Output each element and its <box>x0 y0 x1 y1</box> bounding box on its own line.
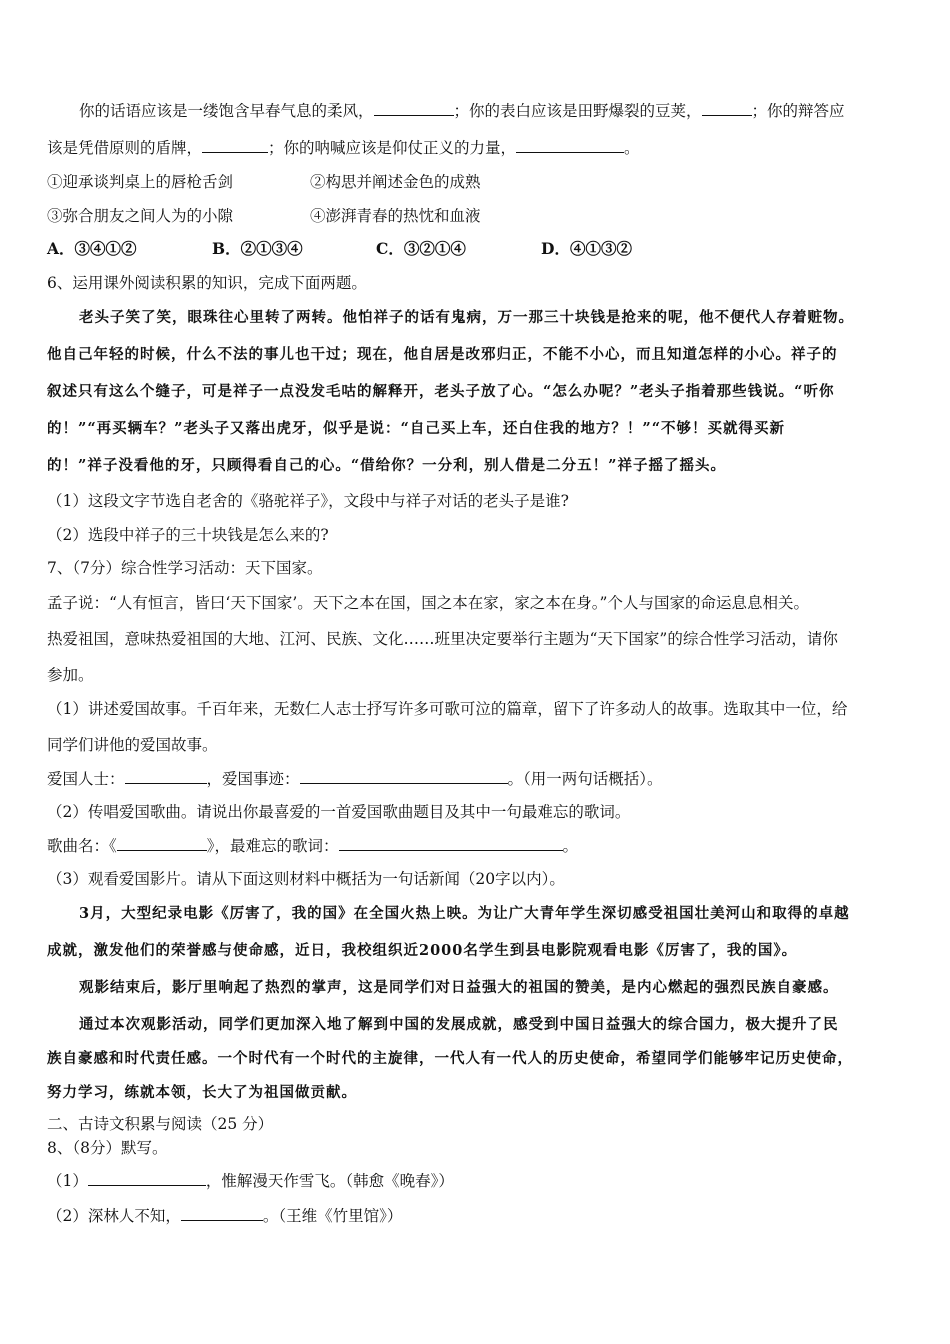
q7-material-line: 观影结束后，影厅里响起了热烈的掌声，这是同学们对日益强大的祖国的赞美，是内心燃起的强烈民族自豪感。 <box>79 979 839 996</box>
q7-sub3: （3）观看爱国影片。请从下面这则材料中概括为一句话新闻（20字以内）。 <box>47 870 565 888</box>
choice-d[interactable]: D．④①③② <box>541 239 632 258</box>
q5-stem-line1: 你的话语应该是一缕饱含早春气息的柔风， ；你的表白应该是田野爆裂的豆荚， ；你的辩答应 <box>79 102 845 120</box>
q5-item: ③弥合朋友之间人为的小隙 <box>47 207 234 225</box>
q7-sub1-fill: 爱国人士： ，爱国事迹： 。（用一两句话概括）。 <box>47 770 663 788</box>
q8-sub2: （2）深林人不知， 。（王维《竹里馆》） <box>47 1207 403 1225</box>
q7-intro-line: 孟子说：“人有恒言，皆曰‘天下国家’。天下之本在国，国之本在家，家之本在身。”个人与国家的命运息息相关。 <box>47 594 809 612</box>
q7-intro-line: 热爱祖国，意味热爱祖国的大地、江河、民族、文化……班里决定要举行主题为“天下国家”的综合性学习活动，请你 <box>47 630 838 648</box>
q7-sub1-line: 同学们讲他的爱国故事。 <box>47 736 218 754</box>
q6-passage-line: 他自己年轻的时候，什么不法的事儿也干过；现在，他自居是改邪归正，不能不小心，而且知道怎样的小心。祥子的 <box>47 346 838 363</box>
q7-material-line: 努力学习，练就本领，长大了为祖国做贡献。 <box>47 1084 357 1101</box>
q6-passage-line: 叙述只有这么个缝子，可是祥子一点没发毛咕的解释开，老头子放了心。“怎么办呢？”老头子指着那些钱说。“听你 <box>47 383 835 400</box>
answer-blank[interactable] <box>181 1205 263 1221</box>
q6-passage-line: 老头子笑了笑，眼珠往心里转了两转。他怕祥子的话有鬼病，万一那三十块钱是抢来的呢，他不便代人存着赃物。 <box>79 309 854 326</box>
q8-header: 8、（8分）默写。 <box>47 1139 168 1157</box>
choice-b[interactable]: B．②①③④ <box>212 239 303 258</box>
choice-c[interactable]: C．③②①④ <box>376 239 466 258</box>
answer-blank[interactable] <box>202 137 268 153</box>
q6-passage-line: 的！”祥子没看他的牙，只顾得看自己的心。“借给你？一分利，别人借是二分五！”祥子摇了摇头。 <box>47 457 727 474</box>
q5-stem-line2: 该是凭借原则的盾牌， ；你的呐喊应该是仰仗正义的力量， 。 <box>47 139 640 157</box>
q5-item: ①迎承谈判桌上的唇枪舌剑 <box>47 173 234 191</box>
choice-a[interactable]: A．③④①② <box>47 239 137 258</box>
q7-header: 7、（7分）综合性学习活动：天下国家。 <box>47 559 323 577</box>
q6-passage-line: 的！”“再买辆车？”老头子又落出虎牙，似乎是说：“自己买上车，还白住我的地方？！”“不够！买就得买新 <box>47 420 786 437</box>
q7-sub1-line: （1）讲述爱国故事。千百年来，无数仁人志士抒写许多可歌可泣的篇章，留下了许多动人的故事。选取其中一位，给 <box>47 700 848 718</box>
q6-sub2: （2）选段中祥子的三十块钱是怎么来的? <box>47 526 329 544</box>
q7-sub2: （2）传唱爱国歌曲。请说出你最喜爱的一首爱国歌曲题目及其中一句最难忘的歌词。 <box>47 803 631 821</box>
q6-sub1: （1）这段文字节选自老舍的《骆驼祥子》，文段中与祥子对话的老头子是谁? <box>47 492 569 510</box>
q5-item: ②构思并阐述金色的成熟 <box>310 173 481 191</box>
answer-blank[interactable] <box>702 100 752 116</box>
q7-material-line: 通过本次观影活动，同学们更加深入地了解到中国的发展成就，感受到中国日益强大的综合国力，极大提升了民 <box>79 1016 839 1033</box>
answer-blank[interactable] <box>374 100 454 116</box>
answer-blank[interactable] <box>117 835 207 851</box>
q7-sub2-fill: 歌曲名：《 》，最难忘的歌词： 。 <box>47 837 579 855</box>
q7-material-line: 成就，激发他们的荣誉感与使命感，近日，我校组织近2000名学生到县电影院观看电影《厉害了，我的国》。 <box>47 942 798 959</box>
answer-blank[interactable] <box>88 1170 206 1186</box>
answer-blank[interactable] <box>125 768 207 784</box>
q7-material-line: 族自豪感和时代责任感。一个时代有一个时代的主旋律，一代人有一代人的历史使命，希望同学们能够牢记历史使命， <box>47 1050 853 1067</box>
q7-material-line: 3月，大型纪录电影《厉害了，我的国》在全国火热上映。为让广大青年学生深切感受祖国壮美河山和取得的卓越 <box>79 905 850 922</box>
answer-blank[interactable] <box>516 137 624 153</box>
answer-blank[interactable] <box>339 835 563 851</box>
section-heading: 二、古诗文积累与阅读（25 分） <box>47 1115 274 1133</box>
q7-intro-line: 参加。 <box>47 666 94 684</box>
q6-header: 6、运用课外阅读积累的知识，完成下面两题。 <box>47 274 367 292</box>
answer-blank[interactable] <box>300 768 508 784</box>
q5-item: ④澎湃青春的热忱和血液 <box>310 207 481 225</box>
q8-sub1: （1） ，惟解漫天作雪飞。（韩愈《晚春》） <box>47 1172 454 1190</box>
